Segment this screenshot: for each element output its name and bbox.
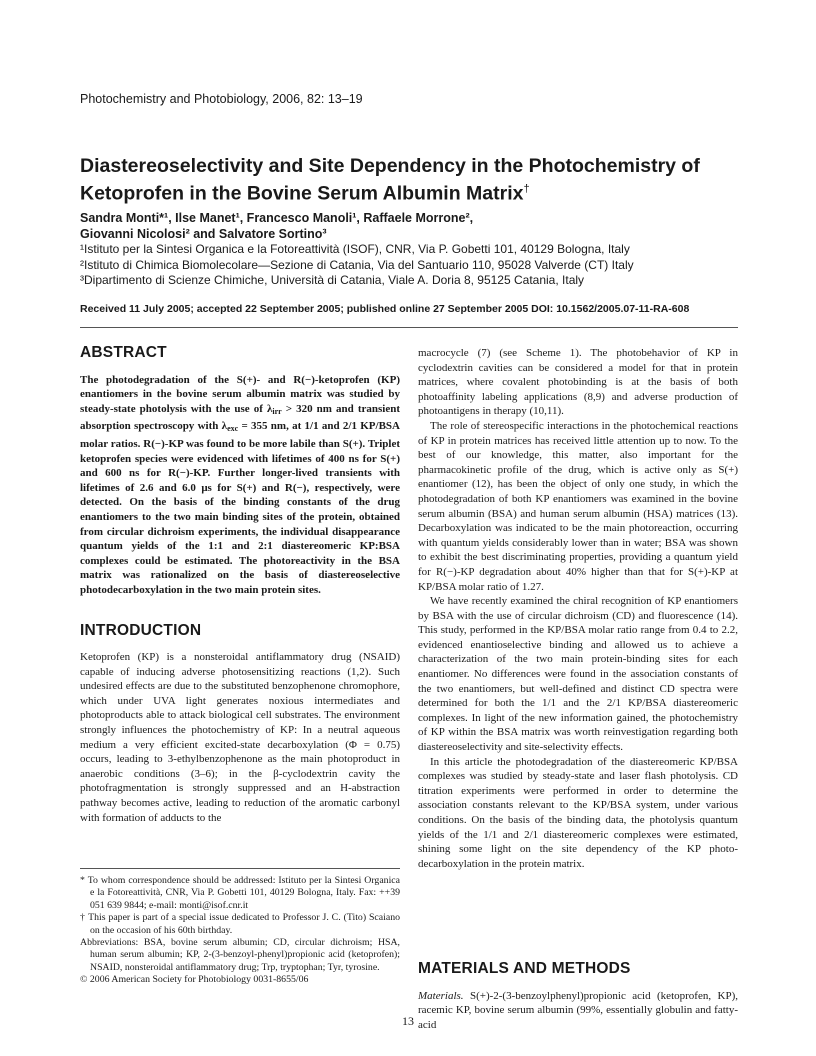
footnote-dedication: † This paper is part of a special issue dedicated to Professor J. C. (Tito) Scaiano on the occasion of his 60th birthday. xyxy=(80,912,400,936)
right-column xyxy=(418,346,738,871)
footnotes xyxy=(80,868,400,987)
affiliation-1: ¹Istituto per la Sintesi Organica e la Fotoreattività (ISOF), CNR, Via P. Gobetti 101, 40129 Bologna, Italy xyxy=(80,242,630,256)
abstract-part-1: The photodegradation of the S(+)- and R(−)-ketoprofen (KP) enantiomers in the bovine serum albumin matrix was studied by steady-state photolysis with the use of λ xyxy=(80,373,400,415)
author-list xyxy=(80,210,740,242)
page-number: 13 xyxy=(402,1014,414,1028)
affiliation-3: ³Dipartimento di Scienze Chimiche, Università di Catania, Viale A. Doria 8, 95125 Catania, Italy xyxy=(80,273,585,287)
intro-paragraph-3: The role of stereospecific interactions in the photochemical reactions of KP in protein matrices has received little attention up to now. To the best of our knowledge, this matter, also important for the pharmacokinetic profile of the drug, which is active only as S(+) enantiomer (12), has been the object of only one study, in which the photodegradation of both KP enantiomers was examined in the bovine serum albumin (BSA) and human serum albumin (HSA) matrices (13). Decarboxylation was indicated to be the main photoreaction, occurring with quantum yields considerably lower than in water; BSA was shown to exhibit the best discriminating properties, providing a quantum yield for R(−)-KP degradation about 40% higher than that for S(+)-KP at KP/BSA molar ratio of 1.27. xyxy=(418,419,738,593)
footnote-abbreviations: Abbreviations: BSA, bovine serum albumin; CD, circular dichroism; HSA, human serum albumin; KP, 2-(3-benzoyl-phenyl)propionic acid (ketoprofen); NSAID, nonsteroidal antiflammatory drug; Trp, tryptophan; Tyr, tyrosine. xyxy=(80,937,400,973)
journal-citation: Photochemistry and Photobiology, 2006, 82: 13–19 xyxy=(80,92,363,106)
title-line-2: Ketoprofen in the Bovine Serum Albumin Matrix xyxy=(80,182,524,205)
title-dagger: † xyxy=(523,183,530,195)
abstract-sub-irr: irr xyxy=(272,406,282,416)
intro-paragraph-2: macrocycle (7) (see Scheme 1). The photobehavior of KP in cyclodextrin cavities can be considered a model for that in protein matrices, where covalent photobinding is at the basis of both photoaffinity labeling applications (8,9) and adverse production of photoantigens in therapy (10,11). xyxy=(418,347,738,418)
abstract-part-2: > 320 nm and transient absorption spectroscopy with λ xyxy=(80,402,400,433)
footnote-correspondence: * To whom correspondence should be addressed: Istituto per la Sintesi Organica e la Fotoreattività, CNR, Via P. Gobetti 101, 40129 Bologna, Italy. Fax: ++39 051 639 9844; e-mail: monti@isof.cnr.it xyxy=(80,875,400,911)
title-line-1: Diastereoselectivity and Site Dependency in the Photochemistry of xyxy=(80,155,700,177)
intro-paragraph-1: Ketoprofen (KP) is a nonsteroidal antiflammatory drug (NSAID) capable of inducing adverse photosensitizing reactions (1,2). Such undesired effects are due to the substituted benzophenone chromophore, which under UVA light generates noxious intermediates and photoproducts able to attack biological cell substrates. The environment strongly influences the photochemistry of KP: In a neutral aqueous medium a very efficient excited-state decarboxylation (Φ = 0.75) occurs, leading to 3-ethylbenzophenone as the main photoproduct in anaerobic conditions (3–6); in the β-cyclodextrin cavity the photofragmentation is strongly suppressed and an H-abstraction pathway becomes active, leading to reduction of the aromatic carbonyl with formation of adducts to the xyxy=(80,651,400,824)
abstract-part-3: = 355 nm, at 1/1 and 2/1 KP/BSA molar ratios. R(−)-KP was found to be more labile than S(+). Triplet ketoprofen species were evidenced with lifetimes of 400 ns for S(+) and 600 ns for R(−)-KP. Further longer-lived transients with lifetimes of 2.6 and 6.0 μs for S(+) and R(−), respectively, were detected. On the basis of the binding constants of the drug enantiomers to the two main binding sites of the protein, obtained from circular dichroism experiments, the individual disappearance quantum yields of the 1:1 and 2:1 diastereomeric KP:BSA complexes could be estimated. The photoreactivity in the BSA matrix was rationalized on the basis of diastereoselective photodecarboxylation in the two main protein sites. xyxy=(80,420,400,596)
article-title xyxy=(80,155,740,206)
authors-line-1: Sandra Monti*¹, Ilse Manet¹, Francesco Manoli¹, Raffaele Morrone², xyxy=(80,211,474,225)
materials-lead: Materials. xyxy=(418,989,464,1002)
abstract-sub-exc: exc xyxy=(227,424,239,434)
received-dates: Received 11 July 2005; accepted 22 September 2005; published online 27 September 2005 DOI: 10.1562/2005.07-11-RA-608 xyxy=(80,303,690,315)
intro-paragraph-5: In this article the photodegradation of the diastereomeric KP/BSA complexes was studied by steady-state and laser flash photolysis. CD titration experiments were performed in order to determine the association constants relevant to the KP/BSA system, under various conditions. On the basis of the binding data, the photolysis quantum yields of the 1/1 and 2/1 diastereomeric complexes were estimated, shining some light on the site dependency of the KP photo-decarboxylation in the protein matrix. xyxy=(418,755,738,870)
methods-heading: MATERIALS AND METHODS xyxy=(418,960,631,977)
authors-line-2: Giovanni Nicolosi² and Salvatore Sortino³ xyxy=(80,227,327,241)
header-divider xyxy=(80,327,738,328)
left-column xyxy=(80,346,400,825)
materials-text: S(+)-2-(3-benzoylphenyl)propionic acid (ketoprofen, KP), racemic KP, bovine serum albumin (99%, essentially globulin and fatty-acid xyxy=(418,989,738,1031)
affiliation-2: ²Istituto di Chimica Biomolecolare—Sezione di Catania, Via del Santuario 110, 95028 Valverde (CT) Italy xyxy=(80,257,634,272)
footnote-copyright: © 2006 American Society for Photobiology 0031-8655/06 xyxy=(80,974,309,986)
introduction-heading: INTRODUCTION xyxy=(80,621,202,639)
intro-paragraph-4: We have recently examined the chiral recognition of KP enantiomers by BSA with the use of circular dichroism (CD) and fluorescence (14). This study, performed in the KP/BSA molar ratio range from 0.4 to 2.2, evidenced enantioselective binding and allowed us to achieve a characterization of the two main protein-binding sites for each enantiomer. No differences were found in the association constants of the two enantiomers, but well-defined and distinct CD spectra were determined for both the 1/1 and the 2/1 KP/BSA diastereomeric complexes. In light of the new information gained, the photochemistry of KP within the BSA matrix was worth reinvestigation regarding both diastereoselectivity and site-selectivity effects. xyxy=(418,595,738,754)
abstract-heading: ABSTRACT xyxy=(80,344,167,361)
affiliations xyxy=(80,242,760,289)
abstract-text xyxy=(80,373,400,598)
